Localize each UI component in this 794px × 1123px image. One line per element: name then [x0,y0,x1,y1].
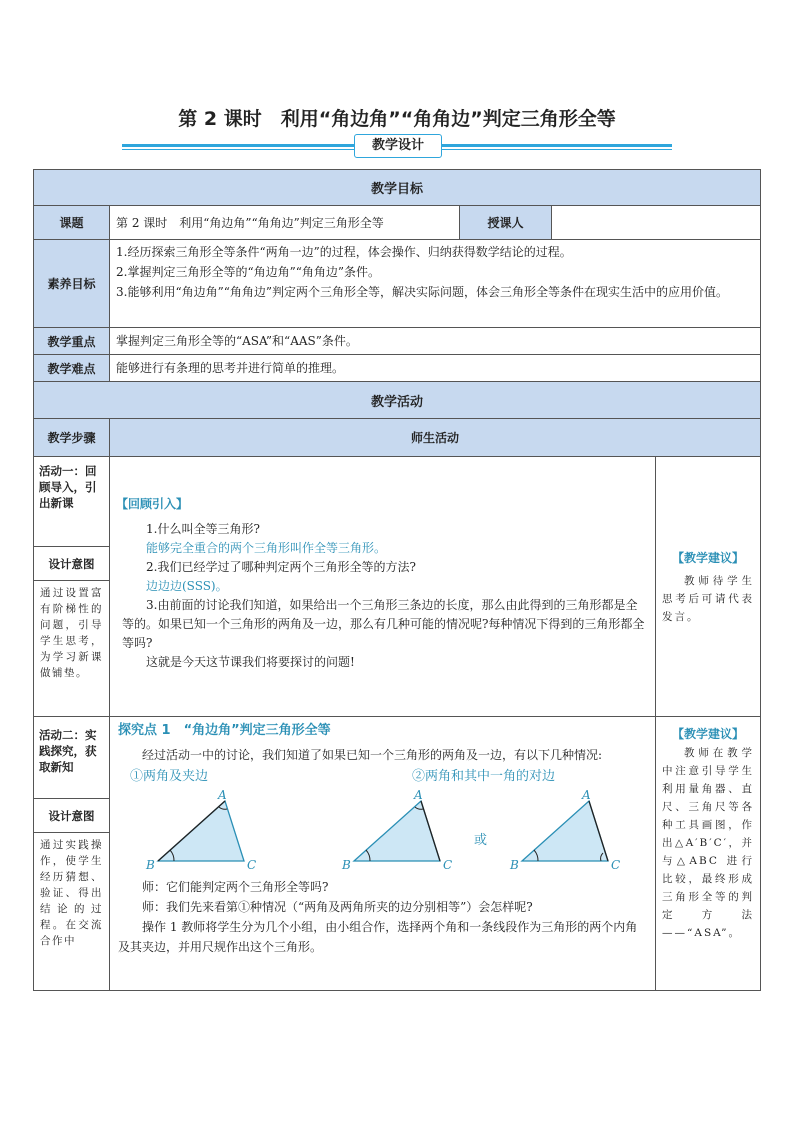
difficult-value: 能够进行有条理的思考并进行简单的推理。 [110,355,761,382]
steps-label: 教学步骤 [34,419,110,457]
act2-line3: 操作 1 教师将学生分为几个小组，由小组合作，选择两个角和一条线段作为三角形的两个内角及其夹边，并用尺规作出这个三角形。 [118,920,638,954]
or-label: 或 [474,833,488,848]
svg-text:C: C [247,858,257,872]
act2-design-label: 设计意图 [34,799,110,833]
key-label: 教学重点 [34,328,110,355]
act1-content [110,457,656,717]
case1-label: ①两角及夹边 [130,769,209,784]
act2-tip [656,717,761,991]
act2-tip-text: 教师在教学中注意引导学生利用量角器、直尺、三角尺等各种工具画图，作出△A′B′C′，并与△ABC 进行比较，最终形成三角形全等的判定方法——“ASA”。 [662,747,755,939]
literacy-line: 3.能够利用“角边角”“角角边”判定两个三角形全等，解决实际问题，体会三角形全等条件在现实生活中的应用价值。 [116,285,728,299]
literacy-line: 2.掌握判定三角形全等的“角边角”“角角边”条件。 [116,265,380,279]
act1-q3: 3.由前面的讨论我们知道，如果给出一个三角形三条边的长度，那么由此得到的三角形都是全等的。如果已知一个三角形的两角及一边，那么有几种可能的情况呢?每种情况下得到的三角形都全等吗? [122,598,645,650]
svg-text:B: B [146,858,155,872]
triangles-svg [118,765,638,877]
svg-text:C: C [443,858,453,872]
act2-tip-title: 【教学建议】 [672,727,745,741]
act1-a1: 能够完全重合的两个三角形叫作全等三角形。 [146,541,387,555]
act2-content [110,717,656,991]
svg-text:A: A [414,788,423,802]
act1-section: 【回顾引入】 [116,497,189,511]
page-title: 第 2 课时 利用“角边角”“角角边”判定三角形全等 [178,108,616,130]
act1-tip-text: 教师待学生思考后可请代表发言。 [662,575,755,623]
triangle-3 [509,788,620,872]
literacy-goals [110,240,761,328]
act1-a2: 边边边(SSS)。 [146,579,228,593]
lesson-label: 课题 [34,206,110,240]
activity-label: 师生活动 [110,419,761,457]
act1-design-label: 设计意图 [34,547,110,581]
svg-text:C: C [611,858,621,872]
banner-tag: 教学设计 [354,134,442,158]
act1-q4: 这就是今天这节课我们将要探讨的问题! [146,655,355,669]
triangle-1 [145,788,256,872]
act1-q1: 1.什么叫全等三角形? [146,522,260,536]
act1-q2: 2.我们已经学过了哪种判定两个三角形全等的方法? [146,560,416,574]
lesson-value: 第 2 课时 利用“角边角”“角角边”判定三角形全等 [110,206,460,240]
act2-section: 探究点 1 “角边角”判定三角形全等 [118,723,331,738]
teacher-label: 授课人 [460,206,552,240]
svg-text:A: A [218,788,227,802]
goals-header: 教学目标 [34,170,761,206]
difficult-label: 教学难点 [34,355,110,382]
act1-name: 活动一：回顾导入，引出新课 [34,457,110,547]
lesson-plan-table [33,169,761,991]
act2-intro: 经过活动一中的讨论，我们知道了如果已知一个三角形的两角及一边，有以下几种情况: [142,748,603,762]
svg-text:B: B [510,858,519,872]
act2-design-text: 通过实践操作，使学生经历猜想、验证、得出结论的过程。在交流合作中 [34,833,110,991]
act2-line1: 师：它们能判定两个三角形全等吗? [142,880,329,894]
literacy-line: 1.经历探索三角形全等条件“两角一边”的过程，体会操作、归纳获得数学结论的过程。 [116,245,572,259]
triangle-2 [341,788,452,872]
triangle-figures [118,765,645,877]
act1-tip-title: 【教学建议】 [672,551,745,565]
banner [122,137,672,155]
act2-line2: 师：我们先来看第①种情况（“两角及两角所夹的边分别相等”）会怎样呢? [142,900,533,914]
act1-tip [656,457,761,717]
literacy-label: 素养目标 [34,240,110,328]
act1-design-text: 通过设置富有阶梯性的问题，引导学生思考，为学习新课做铺垫。 [34,581,110,717]
act2-name: 活动二：实践探究，获取新知 [34,717,110,799]
teacher-value [552,206,761,240]
case2-label: ②两角和其中一角的对边 [412,769,556,784]
activities-header: 教学活动 [34,382,761,419]
key-value: 掌握判定三角形全等的“ASA”和“AAS”条件。 [110,328,761,355]
svg-text:B: B [342,858,351,872]
svg-text:A: A [582,788,591,802]
